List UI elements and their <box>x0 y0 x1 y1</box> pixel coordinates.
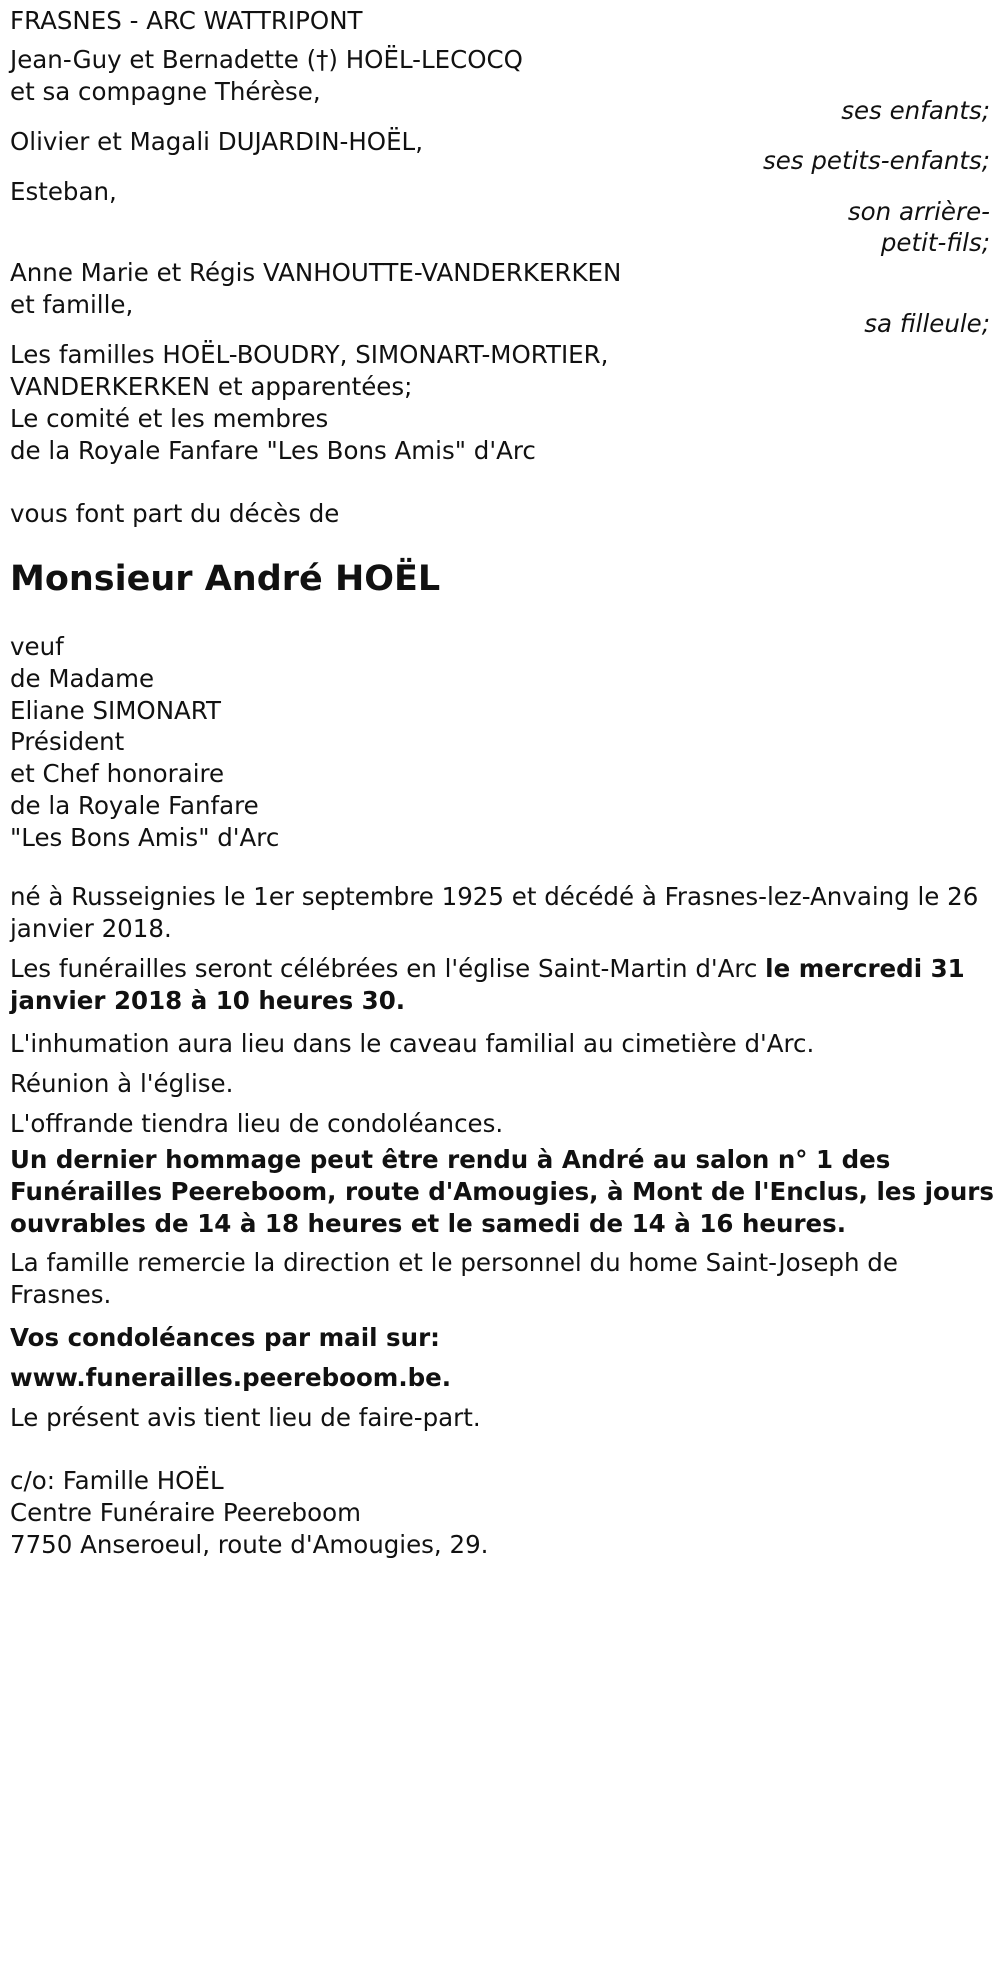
burial-paragraph: L'inhumation aura lieu dans le caveau familial au cimetière d'Arc. <box>10 1029 815 1058</box>
detail-line: veuf <box>10 632 64 661</box>
meeting-paragraph: Réunion à l'église. <box>10 1069 234 1098</box>
children-relation: ses enfants; <box>841 96 990 125</box>
goddaughter-relation: sa filleule; <box>864 309 990 338</box>
committee-line-2: de la Royale Fanfare "Les Bons Amis" d'Arc <box>10 436 536 465</box>
birth-death-paragraph: né à Russeignies le 1er septembre 1925 et décédé à Frasnes-lez-Anvaing le 26 janvier 2018. <box>10 882 979 943</box>
great-grandson-relation-2: petit-fils; <box>880 228 990 257</box>
condolences-link[interactable]: www.funerailles.peereboom.be. <box>10 1363 452 1392</box>
location-header: FRASNES - ARC WATTRIPONT <box>10 6 363 35</box>
thanks-paragraph: La famille remercie la direction et le personnel du home Saint-Joseph de Frasnes. <box>10 1248 898 1309</box>
funeral-date: le mercredi 31 janvier 2018 à 10 heures 30. <box>10 954 965 1015</box>
other-families-1: Les familles HOËL-BOUDRY, SIMONART-MORTIER, <box>10 340 609 369</box>
announcement-intro: vous font part du décès de <box>10 499 340 528</box>
notice-paragraph: Le présent avis tient lieu de faire-part. <box>10 1403 481 1432</box>
contact-line-2: Centre Funéraire Peereboom <box>10 1498 361 1527</box>
great-grandson-name: Esteban, <box>10 177 117 206</box>
committee-line-1: Le comité et les membres <box>10 404 329 433</box>
children-partner: et sa compagne Thérèse, <box>10 77 321 106</box>
detail-line: "Les Bons Amis" d'Arc <box>10 823 280 852</box>
goddaughter-family: et famille, <box>10 290 134 319</box>
detail-line: de Madame <box>10 664 155 693</box>
grandchildren-names: Olivier et Magali DUJARDIN-HOËL, <box>10 127 423 156</box>
tribute-paragraph: Un dernier hommage peut être rendu à André au salon n° 1 des Funérailles Peereboom, route d'Amougies, à Mont de l'Enclus, les jours ouvrables de 14 à 18 heures et le samedi de 14 à 16 heures. <box>10 1145 994 1238</box>
other-families-2: VANDERKERKEN et apparentées; <box>10 372 413 401</box>
contact-line-3: 7750 Anseroeul, route d'Amougies, 29. <box>10 1530 489 1559</box>
goddaughter-names: Anne Marie et Régis VANHOUTTE-VANDERKERKEN <box>10 258 622 287</box>
detail-line: Eliane SIMONART <box>10 696 221 725</box>
contact-line-1: c/o: Famille HOËL <box>10 1466 224 1495</box>
children-names: Jean-Guy et Bernadette (†) HOËL-LECOCQ <box>10 45 523 74</box>
condolences-label: Vos condoléances par mail sur: <box>10 1323 440 1352</box>
deceased-name: Monsieur André HOËL <box>10 559 441 599</box>
detail-line: Président <box>10 727 125 756</box>
detail-line: et Chef honoraire <box>10 759 225 788</box>
great-grandson-relation-1: son arrière- <box>847 197 990 226</box>
detail-line: de la Royale Fanfare <box>10 791 259 820</box>
grandchildren-relation: ses petits-enfants; <box>762 146 990 175</box>
funeral-text: Les funérailles seront célébrées en l'église Saint-Martin d'Arc <box>10 954 766 983</box>
funeral-paragraph <box>10 953 1000 1017</box>
offering-paragraph: L'offrande tiendra lieu de condoléances. <box>10 1109 504 1138</box>
